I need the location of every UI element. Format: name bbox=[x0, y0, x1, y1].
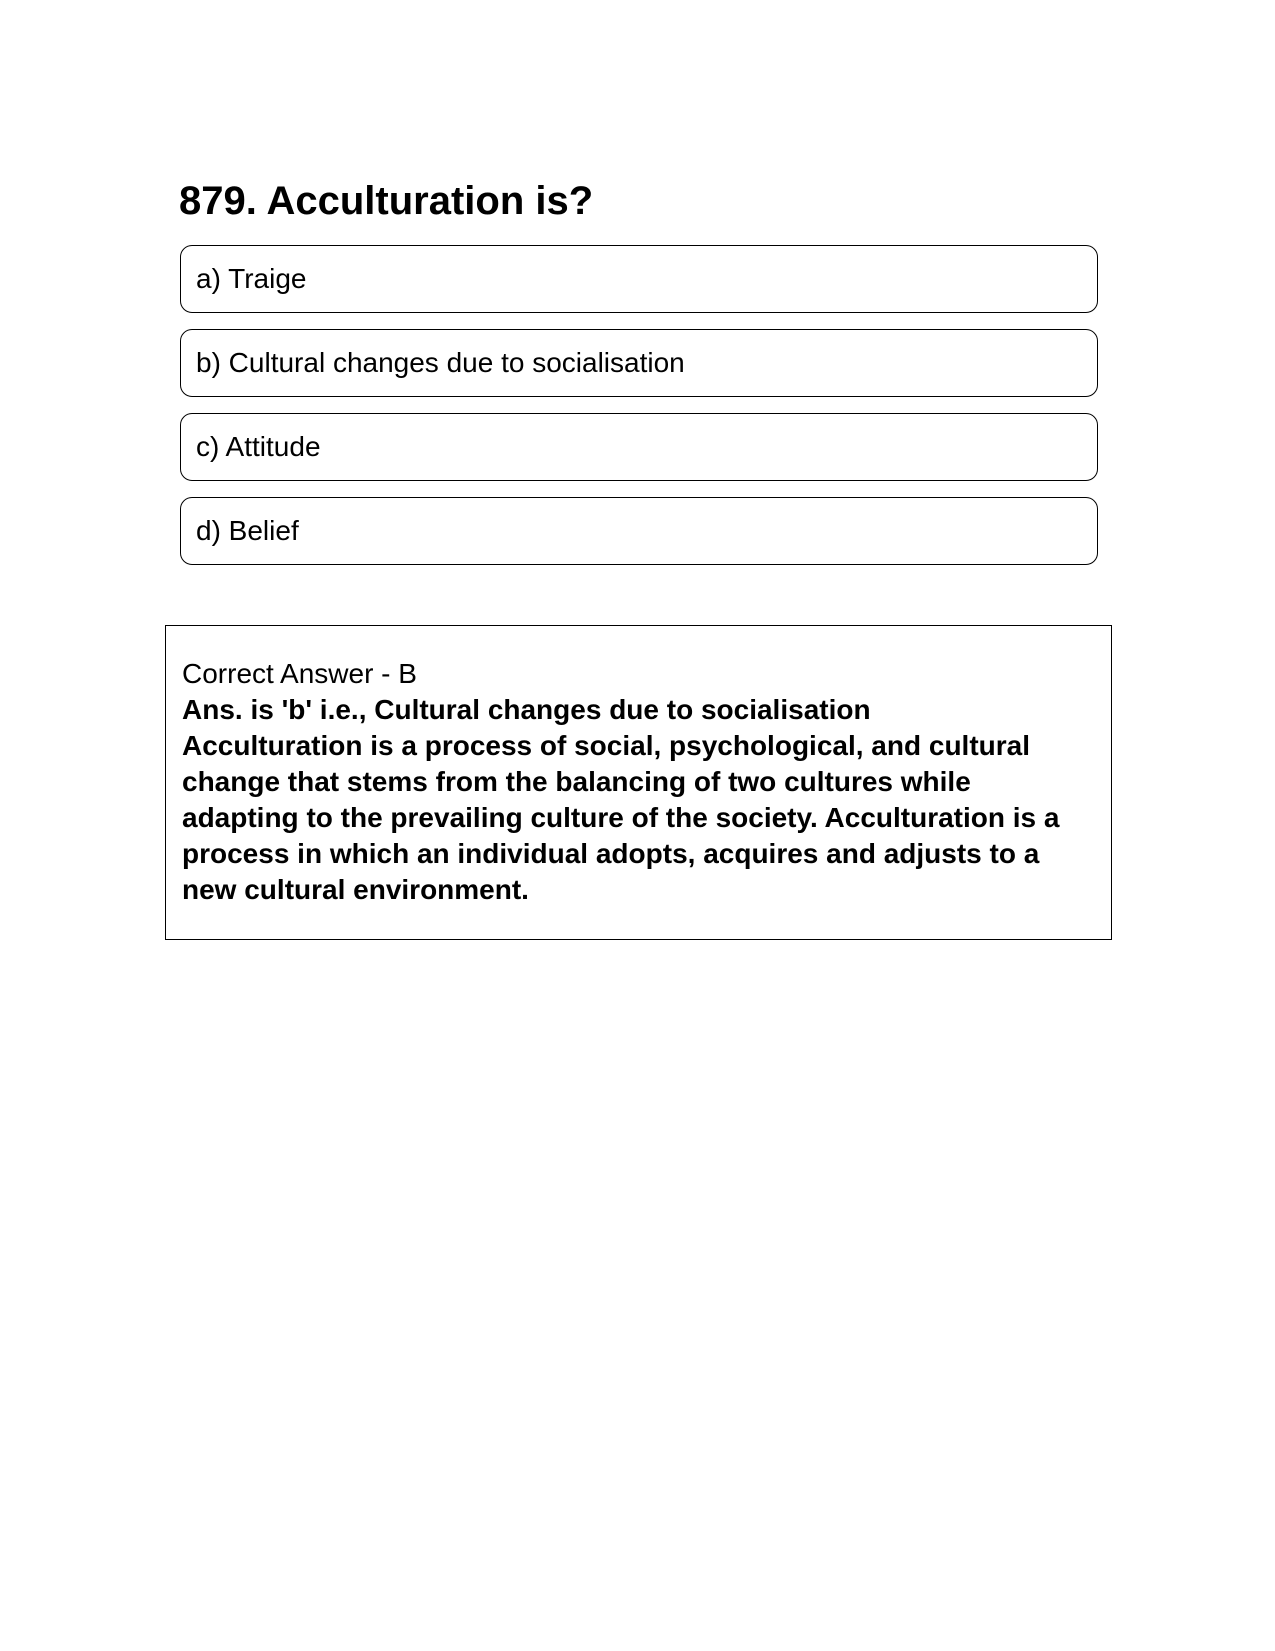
answer-box bbox=[165, 625, 1112, 940]
option-a[interactable] bbox=[180, 245, 1098, 313]
correct-answer-label: Correct Answer - B bbox=[182, 658, 417, 689]
option-b-label: b) Cultural changes due to socialisation bbox=[196, 347, 685, 378]
option-d[interactable] bbox=[180, 497, 1098, 565]
question-title: 879. Acculturation is? bbox=[179, 179, 594, 223]
answer-explanation: Acculturation is a process of social, psychological, and cultural change that stems from the balancing of two cultures while adapting to the prevailing culture of the society. Acculturation is a process in which an individual adopts, acquires and adjusts to a new cultural environment. bbox=[182, 730, 1060, 905]
option-c[interactable] bbox=[180, 413, 1098, 481]
answer-summary: Ans. is 'b' i.e., Cultural changes due to socialisation bbox=[182, 694, 871, 725]
option-b[interactable] bbox=[180, 329, 1098, 397]
option-c-label: c) Attitude bbox=[196, 431, 321, 462]
options-list bbox=[180, 245, 1098, 581]
option-a-label: a) Traige bbox=[196, 263, 307, 294]
option-d-label: d) Belief bbox=[196, 515, 299, 546]
